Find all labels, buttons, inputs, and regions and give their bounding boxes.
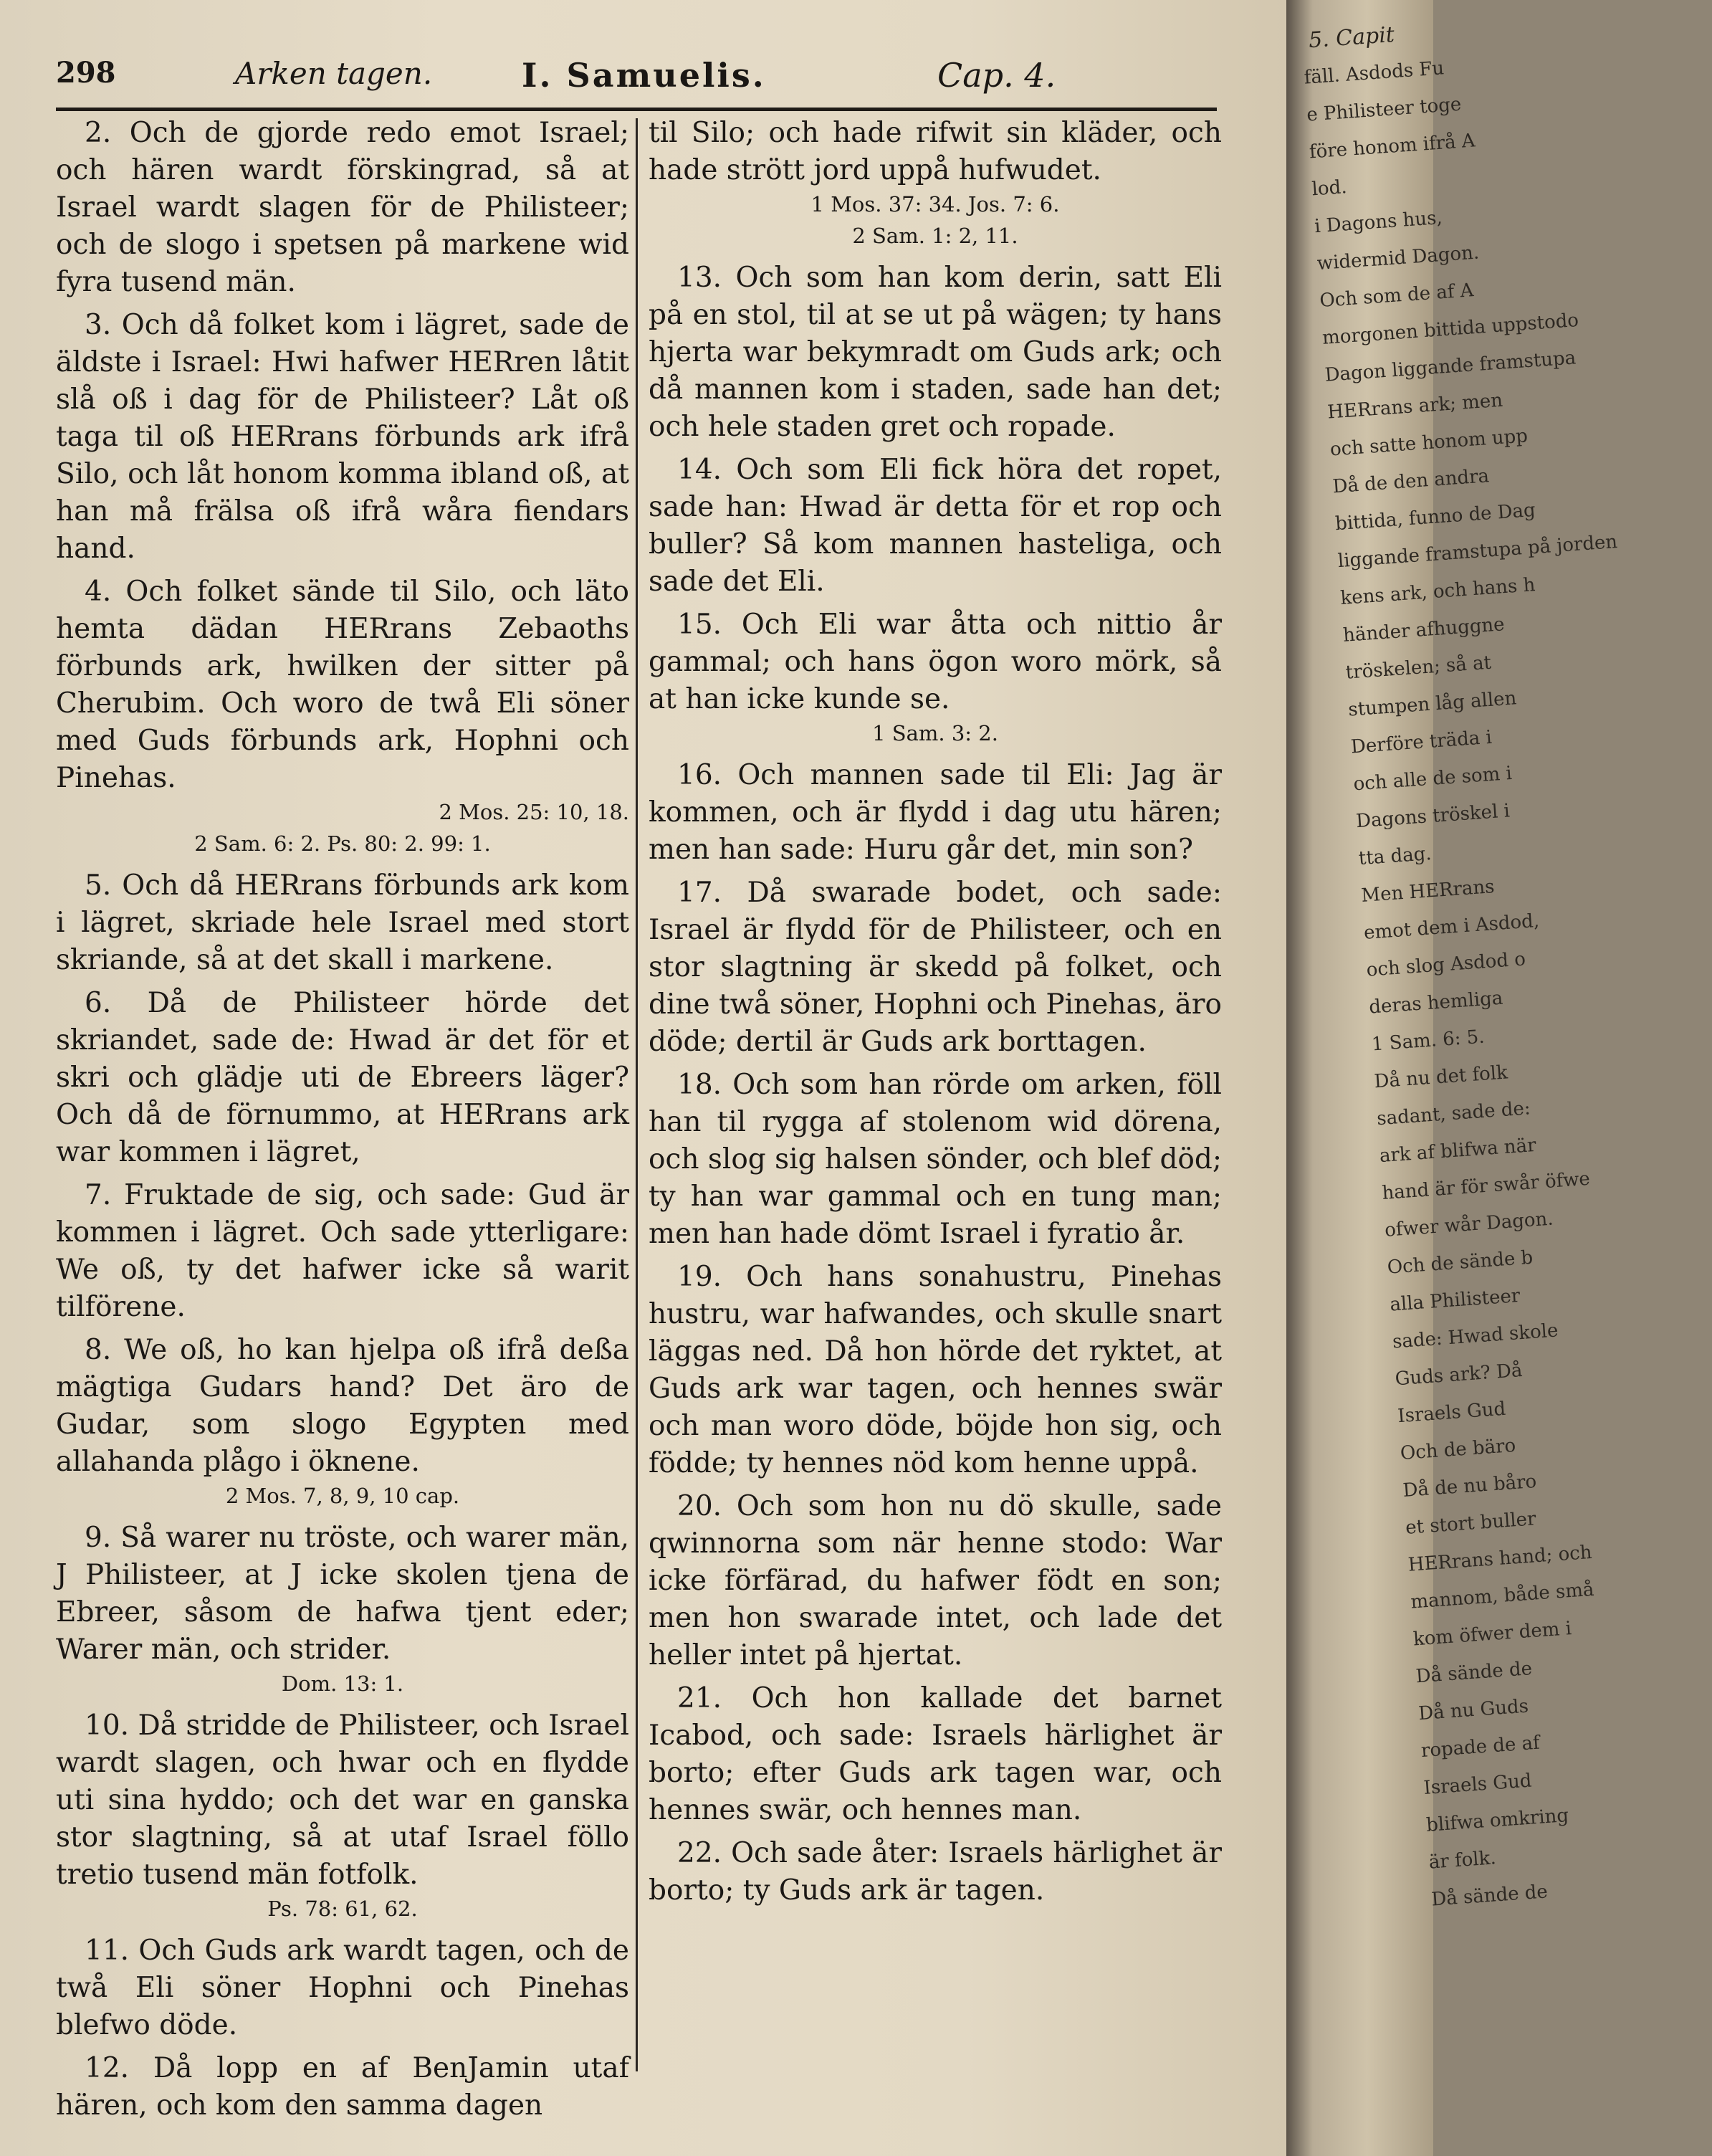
- facing-page-line: händer afhuggne: [1342, 614, 1506, 647]
- facing-page-line: Då nu det folk: [1373, 1062, 1508, 1093]
- facing-page-line: och alle de som i: [1352, 763, 1513, 796]
- facing-page-line: Derföre träda i: [1350, 726, 1493, 758]
- verse: 17. Då swarade bodet, och sade: Israel är flydd för de Philisteer, och en stor slagtning är skedd på folket, och dine twå söner, Hophni och Pinehas, äro döde; dertil är Guds ark borttagen.: [649, 877, 1222, 1058]
- verse: 11. Och Guds ark wardt tagen, och de twå Eli söner Hophni och Pinehas blefwo döde.: [56, 1935, 629, 2041]
- facing-page-line: ark af blifwa när: [1378, 1134, 1537, 1168]
- verse: 22. Och sade åter: Israels härlighet är borto; ty Guds ark är tagen.: [649, 1837, 1222, 1907]
- facing-page-line: HERrans hand; och: [1407, 1541, 1593, 1576]
- facing-page-line: bittida, funno de Dag: [1334, 499, 1536, 535]
- facing-page-line: e Philisteer toge: [1306, 93, 1463, 126]
- header-rule: [56, 108, 1217, 111]
- cross-reference: 1 Sam. 3: 2.: [872, 721, 998, 745]
- facing-page-line: stumpen låg allen: [1347, 687, 1518, 721]
- verse: til Silo; och hade rifwit sin kläder, och hade strött jord uppå hufwudet.: [649, 117, 1222, 186]
- facing-page-line: Då de nu båro: [1402, 1471, 1538, 1502]
- facing-page-line: Då de den andra: [1331, 465, 1490, 498]
- verse: 8. We oß, ho kan hjelpa oß ifrå deßa mägtiga Gudars hand? Det äro de Gudar, som slogo Egypten med allahanda plågo i öknene.: [56, 1334, 629, 1478]
- verse: 9. Så warer nu tröste, och warer män, J Philisteer, at J icke skolen tjena de Ebreer, såsom de hafwa tjent eder; Warer män, och strider.: [56, 1522, 629, 1666]
- facing-page-header: 5. Capit: [1307, 22, 1395, 54]
- facing-page-line: Israels Gud: [1422, 1770, 1533, 1799]
- facing-page-line: alla Philisteer: [1389, 1284, 1521, 1316]
- facing-page-line: hand är för swår öfwe: [1381, 1168, 1591, 1204]
- cross-reference: 2 Mos. 25: 10, 18.: [439, 800, 629, 824]
- facing-page-line: HERrans ark; men: [1326, 389, 1503, 424]
- facing-page-line: deras hemliga: [1368, 987, 1504, 1019]
- facing-page-line: lod.: [1311, 176, 1348, 201]
- cross-reference: 2 Mos. 7, 8, 9, 10 cap.: [225, 1484, 460, 1508]
- facing-page-line: emot dem i Asdod,: [1363, 910, 1540, 944]
- facing-page-line: Dagon liggande framstupa: [1324, 347, 1577, 386]
- facing-page-line: ofwer wår Dagon.: [1384, 1208, 1554, 1241]
- verse: 15. Och Eli war åtta och nittio år gammal; och hans ögon woro mörk, så at han icke kunde se.: [649, 609, 1222, 715]
- facing-page-line: Guds ark? Då: [1394, 1360, 1524, 1391]
- verse: 3. Och då folket kom i lägret, sade de äldste i Israel: Hwi hafwer HERren låtit slå oß i dag för de Philisteer? Låt oß taga til oß HERrans förbunds ark ifrå Silo, och låt honom komma ibland oß, at han må frälsa oß ifrå wåra fiendars hand.: [56, 309, 629, 565]
- cross-reference: 1 Mos. 37: 34. Jos. 7: 6.: [810, 192, 1060, 216]
- verse: 21. Och hon kallade det barnet Icabod, och sade: Israels härlighet är borto; efter Guds ark tagen war, och hennes swär, och hennes man.: [649, 1682, 1222, 1826]
- cross-reference: Ps. 78: 61, 62.: [267, 1897, 418, 1921]
- facing-page-line: Då nu Guds: [1417, 1695, 1529, 1725]
- facing-page-line: tta dag.: [1357, 843, 1433, 870]
- verse: 5. Och då HERrans förbunds ark kom i lägret, skriade hele Israel med stort skriande, så at det skall i markene.: [56, 869, 629, 976]
- facing-page-line: liggande framstupa på jorden: [1336, 530, 1619, 573]
- verse: 12. Då lopp en af BenJamin utaf hären, och kom den samma dagen: [56, 2052, 629, 2122]
- facing-page-text: [1301, 20, 1619, 1919]
- facing-page-line: Då sände de: [1430, 1881, 1549, 1911]
- verse: 19. Och hans sonahustru, Pinehas hustru, war hafwandes, och skulle snart läggas ned. Då hon hörde det ryktet, at Guds ark war tagen, och hennes swär och man woro döde, böjde hon sig, och födde; ty hennes nöd kom henne uppå.: [649, 1261, 1222, 1479]
- verse: 20. Och som hon nu dö skulle, sade qwinnorna som när henne stodo: War icke förfärad, du hafwer födt en son; men hon swarade intet, och lade det heller intet på hjertat.: [649, 1490, 1222, 1671]
- facing-page-line: kens ark, och hans h: [1339, 574, 1536, 610]
- facing-page-line: sadant, sade de:: [1376, 1097, 1531, 1130]
- verse: 2. Och de gjorde redo emot Israel; och hären wardt förskingrad, så at Israel wardt slagen för de Philisteer; och de slogo i spetsen på markene wid fyra tusend män.: [56, 117, 629, 298]
- facing-page-line: Och som de af A: [1319, 280, 1475, 313]
- facing-page-line: et stort buller: [1405, 1508, 1537, 1539]
- facing-page-line: och satte honom upp: [1329, 425, 1529, 461]
- page-number: 298: [56, 56, 116, 90]
- facing-page-line: Då sände de: [1415, 1658, 1533, 1688]
- facing-page-line: tröskelen; så at: [1344, 652, 1492, 684]
- verse: 14. Och som Eli fick höra det ropet, sade han: Hwad är detta för et rop och buller? Så kom mannen hasteliga, och sade det Eli.: [649, 454, 1222, 598]
- cross-reference: Dom. 13: 1.: [281, 1671, 404, 1696]
- facing-page-line: Dagons tröskel i: [1355, 800, 1511, 833]
- facing-page-line: blifwa omkring: [1425, 1805, 1569, 1836]
- verse: 7. Fruktade de sig, och sade: Gud är kommen i lägret. Och sade ytterligare: We oß, ty det hafwer icke så warit tilförene.: [56, 1179, 629, 1323]
- facing-page-line: Israels Gud: [1397, 1398, 1507, 1428]
- facing-page-line: och slog Asdod o: [1365, 948, 1526, 981]
- left-column: [56, 115, 629, 2130]
- facing-page-line: mannom, både små: [1410, 1578, 1595, 1613]
- verse: 18. Och som han rörde om arken, föll han til rygga af stolenom wid dörena, och slog sig halsen sönder, och blef död; ty han war gammal och en tung man; men han hade dömt Israel i fyratio år.: [649, 1069, 1223, 1250]
- verse: 13. Och som han kom derin, satt Eli på en stol, til at se ut på wägen; ty hans hjerta war bekymradt om Guds ark; och då mannen kom i staden, sade han det; och hele staden gret och ropade.: [649, 262, 1222, 443]
- running-title: Arken tagen.: [235, 56, 433, 91]
- column-divider: [636, 118, 638, 2071]
- facing-page-line: i Dagons hus,: [1314, 206, 1443, 238]
- cross-reference: 2 Sam. 1: 2, 11.: [852, 224, 1018, 248]
- facing-page-line: fäll. Asdods Fu: [1303, 57, 1445, 89]
- cross-reference: 2 Sam. 6: 2. Ps. 80: 2. 99: 1.: [194, 831, 491, 856]
- facing-page-line: morgonen bittida uppstodo: [1321, 309, 1579, 349]
- facing-page-line: Och de bäro: [1399, 1434, 1517, 1465]
- facing-page-line: Men HERrans: [1360, 876, 1496, 907]
- facing-page-line: ropade de af: [1420, 1732, 1541, 1763]
- verse: 16. Och mannen sade til Eli: Jag är kommen, och är flydd i dag utu hären; men han sade: Huru går det, min son?: [649, 759, 1222, 866]
- chapter-label: Cap. 4.: [937, 56, 1056, 95]
- page-header: [56, 56, 1217, 106]
- facing-page-line: widermid Dagon.: [1316, 242, 1481, 275]
- verse: 10. Då stridde de Philisteer, och Israel wardt slagen, och hwar och en flydde uti sina hyddo; och det war en ganska stor slagtning, så at utaf Israel föllo tretio tusend män fotfolk.: [56, 1709, 629, 1891]
- facing-page-line: sade: Hwad skole: [1392, 1320, 1559, 1353]
- verse: 4. Och folket sände til Silo, och läto hemta dädan HERrans Zebaoths förbunds ark, hwilken der sitter på Cherubim. Och woro de twå Eli söner med Guds förbunds ark, Hophni och Pinehas.: [56, 576, 629, 794]
- facing-page-line: före honom ifrå A: [1309, 130, 1476, 163]
- right-column: [649, 115, 1222, 1915]
- facing-page-line: Och de sände b: [1386, 1246, 1534, 1279]
- facing-page-line: kom öfwer dem i: [1412, 1618, 1572, 1651]
- book-title: I. Samuelis.: [522, 56, 766, 95]
- facing-page-line: 1 Sam. 6: 5.: [1371, 1026, 1486, 1056]
- facing-page-line: är folk.: [1428, 1847, 1497, 1874]
- verse: 6. Då de Philisteer hörde det skriandet, sade de: Hwad är det för et skri och glädje uti de Ebreers läger? Och då de förnummo, at HERrans ark war kommen i lägret,: [56, 987, 629, 1168]
- facing-page-edge: [1286, 0, 1619, 2156]
